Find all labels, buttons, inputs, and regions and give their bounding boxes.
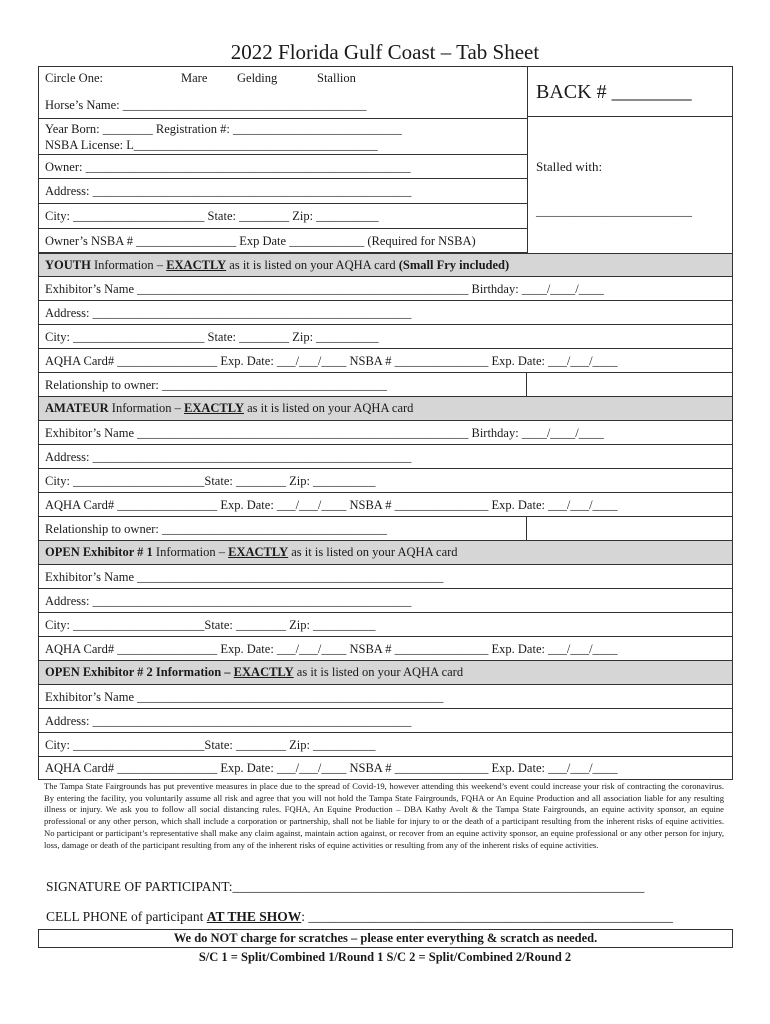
tab-sheet-form [38,66,733,780]
amateur-header-text: Information – [108,401,184,415]
liability-disclaimer: The Tampa State Fairgrounds has put preventive measures in place due to the spread of Covid-19, however attending this weekend’s event could increase your risk of contracting the coronavirus. By entering the facility, you voluntarily assume all risk and agree that you will not hold the Tampa State Fairgrounds, FQHA or An Equine Production and all association liable for any resulting illness or injury. We ask you to follow all social distancing rules. FQHA, An Equine Production – DBA Kathy Avolt & the Tampa State Fairgrounds, an equine activity sponsor, an equine professional or any other person, which shall include a corporation or partnership, shall not be liable for injury to or the death of a participant resulting from the inherent risks of equine activities. No participant or participant’s representative shall make any claim against, maintain action against, or recover from an equine activity sponsor, an equine professional or any other person for injury, loss, damage or death of the participant resulting from any of the inherent risks of equine activities or resulting from any of the inherent risks of equine activities. [44,781,724,850]
open1-header-exactly: EXACTLY [228,545,289,559]
circle-one-row [39,67,527,91]
cell-phone-label: CELL PHONE of participant [46,909,207,924]
amateur-header-rest: as it is listed on your AQHA card [243,401,414,415]
circle-one-label: Circle One: [45,71,103,85]
youth-address-row [39,301,732,325]
open1-aqha-row [39,637,732,661]
open2-city-field[interactable]: City: _____________________State: ________ Zip: __________ [45,738,376,752]
owner-address-field[interactable]: Address: ___________________________________________________ [45,184,412,198]
open1-header-text: Information – [152,545,229,559]
signature-field[interactable]: SIGNATURE OF PARTICIPANT:_____________________________________________________________ [46,879,645,894]
year-born-field[interactable]: Year Born: ________ Registration #: ___________________________ [45,122,402,136]
youth-relationship-row [39,373,732,397]
open2-address-row [39,709,732,733]
amateur-address-field[interactable]: Address: ___________________________________________________ [45,450,412,464]
youth-city-field[interactable]: City: _____________________ State: ________ Zip: __________ [45,330,379,344]
amateur-address-row [39,445,732,469]
amateur-aqha-field[interactable]: AQHA Card# ________________ Exp. Date: ___/___/____ NSBA # _______________ Exp. Date: ___/___/____ [45,498,618,512]
open1-exhibitor-row [39,565,732,589]
open2-header-title: OPEN Exhibitor # 2 Information – [45,665,234,679]
open2-address-field[interactable]: Address: ___________________________________________________ [45,714,412,728]
horse-name-field[interactable]: Horse’s Name: _______________________________________ [45,98,367,112]
amateur-city-field[interactable]: City: _____________________State: ________ Zip: __________ [45,474,376,488]
open2-city-row [39,733,732,757]
open2-header-rest: as it is listed on your AQHA card [293,665,464,679]
split-combined-legend: S/C 1 = Split/Combined 1/Round 1 S/C 2 = Split/Combined 2/Round 2 [198,950,572,964]
youth-header-small-fry: (Small Fry included) [398,258,510,272]
back-number-column [527,67,732,253]
gelding-option[interactable]: Gelding [237,71,278,85]
youth-header [39,253,732,277]
scratch-note: We do NOT charge for scratches – please enter everything & scratch as needed. [38,929,733,948]
youth-header-title: YOUTH [45,258,91,272]
cell-phone-field[interactable] [46,909,673,925]
back-number-field[interactable]: BACK # ________ [528,67,733,117]
open2-header [39,661,732,685]
page-title: 2022 Florida Gulf Coast – Tab Sheet [230,40,540,64]
open1-exhibitor-field[interactable]: Exhibitor’s Name _________________________________________________ [45,570,444,584]
youth-city-row [39,325,732,349]
amateur-relationship-field[interactable]: Relationship to owner: ____________________________________ [45,522,387,536]
stallion-option[interactable]: Stallion [317,71,356,85]
amateur-exhibitor-field[interactable]: Exhibitor’s Name _____________________________________________________ Birthday: ____/____/____ [45,426,604,440]
owner-address-row [39,179,527,204]
amateur-header-title: AMATEUR [45,401,109,415]
amateur-relationship-row [39,517,732,541]
open1-address-field[interactable]: Address: ___________________________________________________ [45,594,412,608]
nsba-license-field[interactable]: NSBA License: L_______________________________________ [45,138,378,152]
cell-phone-line: : ______________________________________________________ [301,909,673,924]
youth-aqha-field[interactable]: AQHA Card# ________________ Exp. Date: ___/___/____ NSBA # _______________ Exp. Date: ___/___/____ [45,354,618,368]
amateur-exhibitor-row [39,421,732,445]
amateur-header [39,397,732,421]
youth-exhibitor-field[interactable]: Exhibitor’s Name _____________________________________________________ Birthday: ____/____/____ [45,282,604,296]
youth-relationship-field[interactable]: Relationship to owner: ____________________________________ [45,378,387,392]
amateur-aqha-row [39,493,732,517]
open1-header-rest: as it is listed on your AQHA card [288,545,458,559]
open2-aqha-field[interactable]: AQHA Card# ________________ Exp. Date: ___/___/____ NSBA # _______________ Exp. Date: ___/___/____ [45,761,618,775]
open1-city-field[interactable]: City: _____________________State: ________ Zip: __________ [45,618,376,632]
open2-aqha-row [39,757,732,779]
open1-header-title: OPEN Exhibitor # 1 [45,545,153,559]
stalled-with-field[interactable]: ________________________ [536,203,692,218]
open2-exhibitor-row [39,685,732,709]
open1-city-row [39,613,732,637]
year-born-row [39,119,527,155]
open1-aqha-field[interactable]: AQHA Card# ________________ Exp. Date: ___/___/____ NSBA # _______________ Exp. Date: ___/___/____ [45,642,618,656]
amateur-header-exactly: EXACTLY [184,401,244,415]
owner-field[interactable]: Owner: ____________________________________________________ [45,160,411,174]
youth-exhibitor-row [39,277,732,301]
horse-name-row [39,91,527,119]
youth-header-text: Information – [90,258,167,272]
open1-address-row [39,589,732,613]
open2-exhibitor-field[interactable]: Exhibitor’s Name _________________________________________________ [45,690,444,704]
mare-option[interactable]: Mare [181,71,208,85]
owner-row [39,155,527,179]
open2-header-exactly: EXACTLY [233,665,294,679]
youth-address-field[interactable]: Address: ___________________________________________________ [45,306,412,320]
youth-header-rest: as it is listed on your AQHA card [226,258,399,272]
youth-aqha-row [39,349,732,373]
owner-nsba-row [39,229,527,253]
owner-nsba-field[interactable]: Owner’s NSBA # ________________ Exp Date ____________ (Required for NSBA) [45,234,476,248]
cell-phone-at-show: AT THE SHOW [206,909,302,924]
youth-header-exactly: EXACTLY [166,258,227,272]
owner-city-row [39,204,527,229]
owner-city-state-zip-field[interactable]: City: _____________________ State: ________ Zip: __________ [45,209,379,223]
open1-header [39,541,732,565]
stalled-with-label: Stalled with: [536,159,603,174]
amateur-city-row [39,469,732,493]
